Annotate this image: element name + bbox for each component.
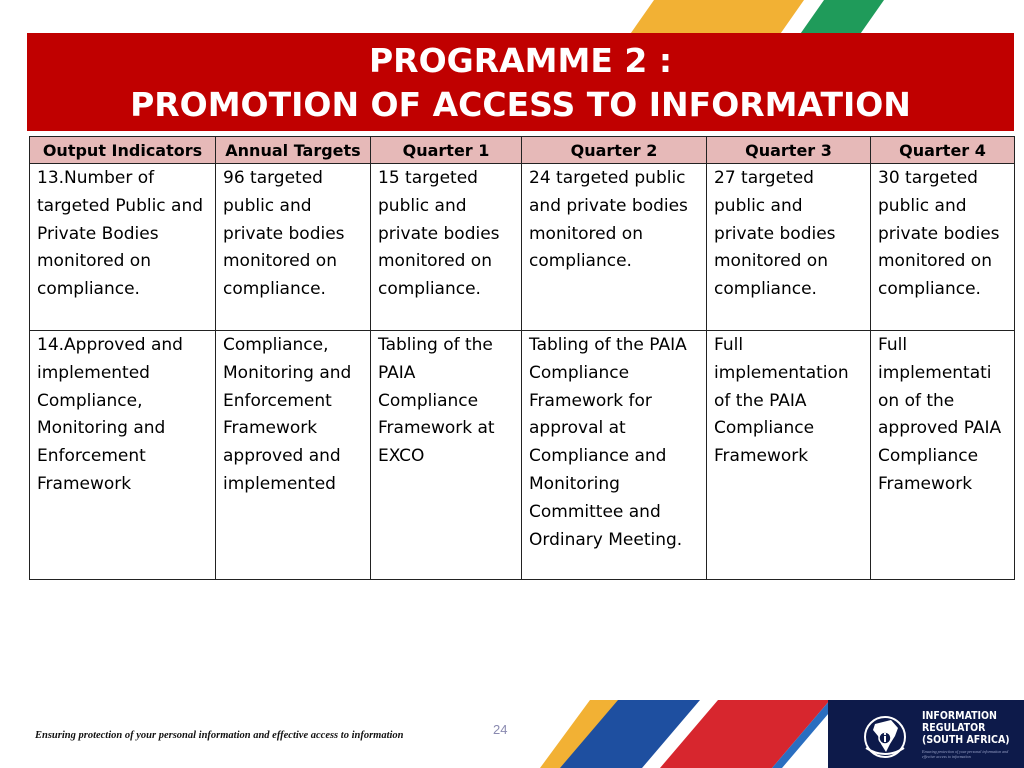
- header-quarter-3: Quarter 3: [707, 137, 871, 164]
- indicators-table: [29, 136, 1015, 580]
- table-row: [30, 164, 1015, 331]
- table-cell: 30 targeted public and private bodies monitored on compliance.: [871, 164, 1015, 331]
- table-header-row: [30, 137, 1015, 164]
- logo-line-1: INFORMATION: [922, 710, 997, 722]
- slide-title: [27, 33, 1014, 131]
- header-quarter-2: Quarter 2: [522, 137, 707, 164]
- table-cell: 13.Number of targeted Public and Private Bodies monitored on compliance.: [30, 164, 216, 331]
- table-cell: Full implementati on of the approved PAIA Compliance Framework: [871, 331, 1015, 580]
- logo-line-3: (SOUTH AFRICA): [922, 734, 1010, 746]
- logo-line-2: REGULATOR: [922, 722, 986, 734]
- table-cell: 14.Approved and implemented Compliance, Monitoring and Enforcement Framework: [30, 331, 216, 580]
- logo-tagline: Ensuring protection of your personal information and effective access to information: [922, 749, 1009, 759]
- page-number: 24: [493, 722, 508, 737]
- header-output-indicators: Output Indicators: [30, 137, 216, 164]
- table-cell: 96 targeted public and private bodies monitored on compliance.: [216, 164, 371, 331]
- header-quarter-4: Quarter 4: [871, 137, 1015, 164]
- title-line-2: PROMOTION OF ACCESS TO INFORMATION: [130, 85, 911, 124]
- table-cell: Full implementation of the PAIA Compliance Framework: [707, 331, 871, 580]
- header-quarter-1: Quarter 1: [371, 137, 522, 164]
- table-cell: 27 targeted public and private bodies monitored on compliance.: [707, 164, 871, 331]
- table-cell: Compliance, Monitoring and Enforcement Framework approved and implemented: [216, 331, 371, 580]
- table-cell: 15 targeted public and private bodies monitored on compliance.: [371, 164, 522, 331]
- bottom-decoration: [0, 700, 1024, 768]
- title-line-1: PROGRAMME 2 :: [368, 41, 673, 80]
- table-row: [30, 331, 1015, 580]
- footer-tagline: Ensuring protection of your personal information and effective access to information: [35, 730, 404, 741]
- table-cell: 24 targeted public and private bodies monitored on compliance.: [522, 164, 707, 331]
- africa-map-emblem-icon: [858, 708, 912, 762]
- table-cell: Tabling of the PAIA Compliance Framework at EXCO: [371, 331, 522, 580]
- header-annual-targets: Annual Targets: [216, 137, 371, 164]
- logo-wordmark: [922, 710, 1010, 746]
- table-cell: Tabling of the PAIA Compliance Framework for approval at Compliance and Monitoring Committee and Ordinary Meeting.: [522, 331, 707, 580]
- regulator-logo: [828, 700, 1024, 768]
